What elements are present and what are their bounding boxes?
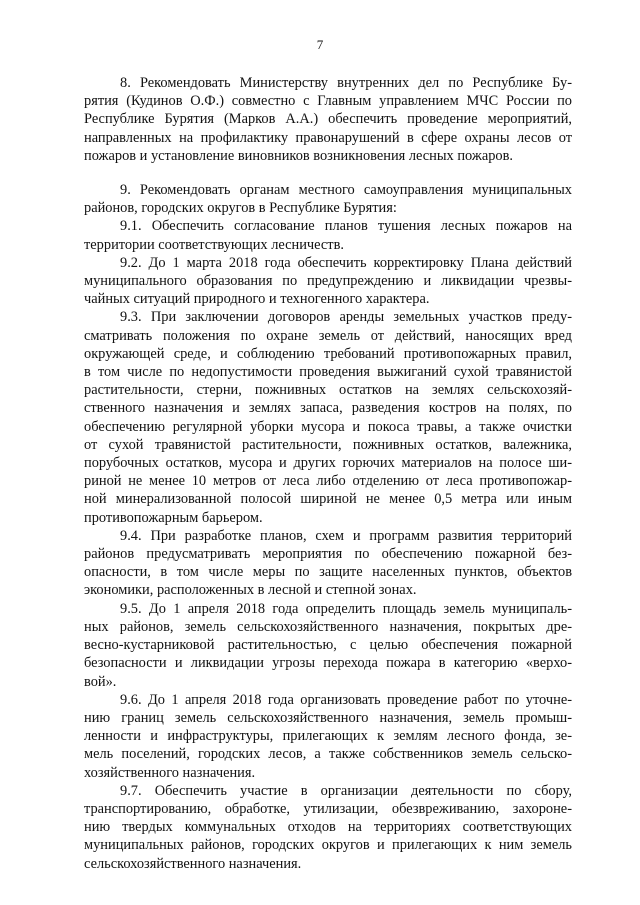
paragraph-spacer — [84, 165, 572, 181]
text-line: безопасности и ликвидации угрозы перехода пожара в категорию «верхо- — [84, 655, 572, 672]
text-line: ленности и инфраструктуры, прилегающих к землям лесного фонда, зе- — [84, 728, 572, 745]
text-line: 9.7. Обеспечить участие в организации деятельности по сбору, — [120, 782, 572, 799]
document-body — [84, 74, 572, 873]
text-line: ных районов, земель сельскохозяйственного назначения, покрытых дре- — [84, 618, 572, 635]
text-line: 9.3. При заключении договоров аренды земельных участков преду- — [120, 309, 572, 326]
text-line: риной не менее 10 метров от леса либо отделению от леса противопожар- — [84, 473, 572, 490]
text-line: районов, городских округов в Республике Бурятия: — [84, 200, 397, 217]
text-line: ственного назначения и землях запаса, разведения костров на полях, по — [84, 400, 572, 417]
text-line: 8. Рекомендовать Министерству внутренних дел по Республике Бу- — [120, 75, 572, 91]
text-line: порубочных остатков, мусора и других горючих материалов на полосе ши- — [84, 455, 572, 472]
text-line: направленных на профилактику правонарушений в сфере охраны лесов от — [84, 129, 572, 146]
text-line: муниципальных районов, городских округов и прилегающих к ним земель — [84, 837, 572, 854]
text-line: 9.4. При разработке планов, схем и программ развития территорий — [120, 527, 572, 544]
paragraph — [84, 691, 572, 782]
paragraph — [84, 308, 572, 526]
text-line: транспортированию, обработке, утилизации, обезвреживанию, захороне- — [84, 800, 572, 817]
text-line: 9.1. Обеспечить согласование планов тушения лесных пожаров на — [120, 218, 572, 235]
paragraph — [84, 254, 572, 309]
text-line: нию твердых коммунальных отходов на территориях соответствующих — [84, 819, 572, 836]
paragraph — [84, 74, 572, 165]
text-line: 9. Рекомендовать органам местного самоуправления муниципальных — [120, 182, 572, 199]
text-line: пожаров и установление виновников возникновения лесных пожаров. — [84, 147, 513, 164]
text-line: в том числе по недопустимости проведения выжиганий сухой травянистой — [84, 364, 572, 381]
text-line: ной минерализованной полосой шириной не менее 0,5 метра или иным — [84, 491, 572, 508]
text-line: вой». — [84, 673, 117, 690]
paragraph — [84, 600, 572, 691]
text-line: от сухой травянистой растительности, пожнивных остатков, валежника, — [84, 436, 572, 453]
text-line: рятия (Кудинов О.Ф.) совместно с Главным управлением МЧС России по — [84, 93, 572, 110]
text-line: растительности, стерни, пожнивных остатков на землях сельскохозяй- — [84, 382, 572, 399]
text-line: весно-кустарниковой растительностью, с целью обеспечения пожарной — [84, 637, 572, 654]
text-line: противопожарным барьером. — [84, 509, 263, 526]
text-line: чайных ситуаций природного и техногенного характера. — [84, 291, 430, 308]
text-line: территории соответствующих лесничеств. — [84, 236, 344, 253]
text-line: обеспечению регулярной уборки мусора и покоса травы, а также очистки — [84, 418, 572, 435]
text-line: нию границ земель сельскохозяйственного назначения, земель промыш- — [84, 709, 572, 726]
paragraph — [84, 527, 572, 600]
text-line: опасности, в том числе меры по защите населенных пунктов, объектов — [84, 564, 572, 581]
paragraph — [84, 217, 572, 253]
text-line: сельскохозяйственного назначения. — [84, 855, 302, 872]
text-line: сматривать положения по охране земель от действий, наносящих вред — [84, 327, 572, 344]
text-line: мель поселений, городских лесов, а также собственников земель сельско- — [84, 746, 572, 763]
text-line: муниципального образования по предупреждению и ликвидации чрезвы- — [84, 273, 572, 290]
text-line: окружающей среде, и соблюдению требований противопожарных правил, — [84, 345, 572, 362]
paragraph — [84, 782, 572, 873]
text-line: 9.5. До 1 апреля 2018 года определить площадь земель муниципаль- — [120, 600, 572, 617]
text-line: районов предусматривать мероприятия по обеспечению пожарной без- — [84, 546, 572, 563]
text-line: Республике Бурятия (Марков А.А.) обеспечить проведение мероприятий, — [84, 111, 572, 128]
paragraph — [84, 181, 572, 217]
page-number: 7 — [316, 37, 324, 52]
text-line: 9.6. До 1 апреля 2018 года организовать проведение работ по уточне- — [120, 691, 572, 708]
text-line: 9.2. До 1 марта 2018 года обеспечить корректировку Плана действий — [120, 254, 572, 271]
text-line: экономики, расположенных в лесной и степной зонах. — [84, 582, 417, 599]
text-line: хозяйственного назначения. — [84, 764, 256, 781]
